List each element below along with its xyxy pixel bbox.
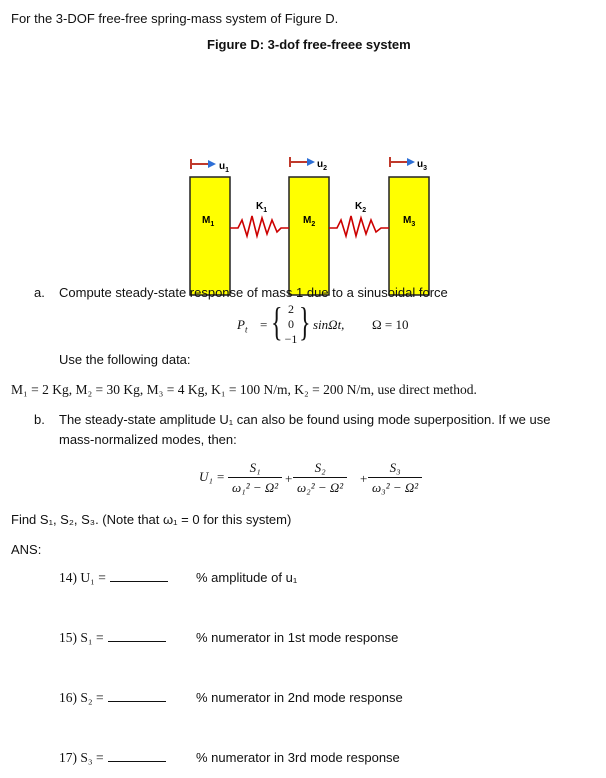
spring-mass-diagram	[150, 140, 460, 300]
mode-term-1: $\frac{\text{S₁}}{\text{ω₁² − Ω²}}$	[228, 460, 282, 496]
u2-label: $u_2$	[317, 159, 328, 172]
mass-1-label: $M_1$	[202, 215, 215, 228]
force-lhs: $P_t$	[237, 317, 248, 335]
answer-14[interactable]	[59, 570, 168, 586]
find-text: Find S₁, S₂, S₃. (Note that ω₁ = 0 for this system)	[11, 512, 292, 527]
vector-entry: 0	[288, 317, 294, 331]
answer-17-comment: % numerator in 3rd mode response	[196, 750, 400, 765]
u3-label: $u_3$	[417, 159, 428, 172]
figure-caption: Figure D: 3-dof free-freee system	[207, 37, 411, 52]
part-b-line1: The steady-state amplitude U₁ can also be found using mode superposition. If we use	[59, 412, 551, 427]
answer-blank[interactable]	[108, 630, 166, 642]
spring-k2-label: $K_2$	[355, 201, 367, 214]
displacement-arrow-u3	[390, 157, 415, 167]
answer-15-comment: % numerator in 1st mode response	[196, 630, 399, 645]
answer-blank[interactable]	[108, 690, 166, 702]
answer-label: 15) S₁ =	[59, 630, 104, 645]
mass-2-block	[289, 177, 329, 295]
answer-15[interactable]	[59, 630, 166, 646]
plus-sign: +	[285, 471, 293, 486]
answer-label: 14) U₁ =	[59, 570, 106, 585]
vector-entry: 2	[288, 302, 294, 316]
u1-label: $u_1$	[219, 161, 230, 174]
intro-text: For the 3-DOF free-free spring-mass system of Figure D.	[11, 11, 339, 26]
spring-k2	[329, 216, 389, 236]
mass-1-block	[190, 177, 230, 295]
mass-3-label: $M_3$	[403, 215, 416, 228]
data-line: M₁ = 2 Kg, M₂ = 30 Kg, M₃ = 4 Kg, K₁ = 100 N/m, K₂ = 200 N/m, use direct method.	[11, 382, 477, 397]
displacement-arrow-u1	[191, 159, 216, 169]
left-brace: {	[271, 299, 283, 344]
right-brace: }	[299, 299, 311, 344]
answer-17[interactable]	[59, 750, 166, 766]
mode-term-3: $\frac{\text{S₃}}{\text{ω₃² − Ω²}}$	[368, 460, 422, 496]
ans-title: ANS:	[11, 542, 42, 557]
answer-14-comment: % amplitude of u₁	[196, 570, 298, 585]
u1-lhs: U₁ =	[199, 469, 225, 484]
answer-label: 16) S₂ =	[59, 690, 104, 705]
displacement-arrow-u2	[290, 157, 315, 167]
equals-sign: =	[260, 317, 268, 332]
force-vector	[282, 302, 300, 347]
part-b-line2: mass-normalized modes, then:	[59, 432, 237, 447]
mode-term-2: $\frac{\text{S₂}}{\text{ω₂² − Ω²}}$	[293, 460, 347, 496]
answer-blank[interactable]	[110, 570, 168, 582]
spring-k1	[230, 216, 289, 236]
part-a-text: Compute steady-state response of mass 1 due to a sinusoidal force	[59, 285, 448, 300]
force-rhs: sinΩt,	[313, 317, 345, 332]
data-intro: Use the following data:	[59, 352, 191, 367]
answer-label: 17) S₃ =	[59, 750, 104, 765]
answer-16[interactable]	[59, 690, 166, 706]
answer-16-comment: % numerator in 2nd mode response	[196, 690, 403, 705]
vector-entry: −1	[284, 332, 298, 346]
mass-2-label: $M_2$	[303, 215, 316, 228]
part-b-marker: b.	[34, 412, 45, 427]
answer-blank[interactable]	[108, 750, 166, 762]
part-a-marker: a.	[34, 285, 45, 300]
omega-value: Ω = 10	[372, 317, 409, 332]
plus-sign: +	[360, 471, 368, 486]
spring-k1-label: $K_1$	[256, 201, 268, 214]
mass-3-block	[389, 177, 429, 295]
